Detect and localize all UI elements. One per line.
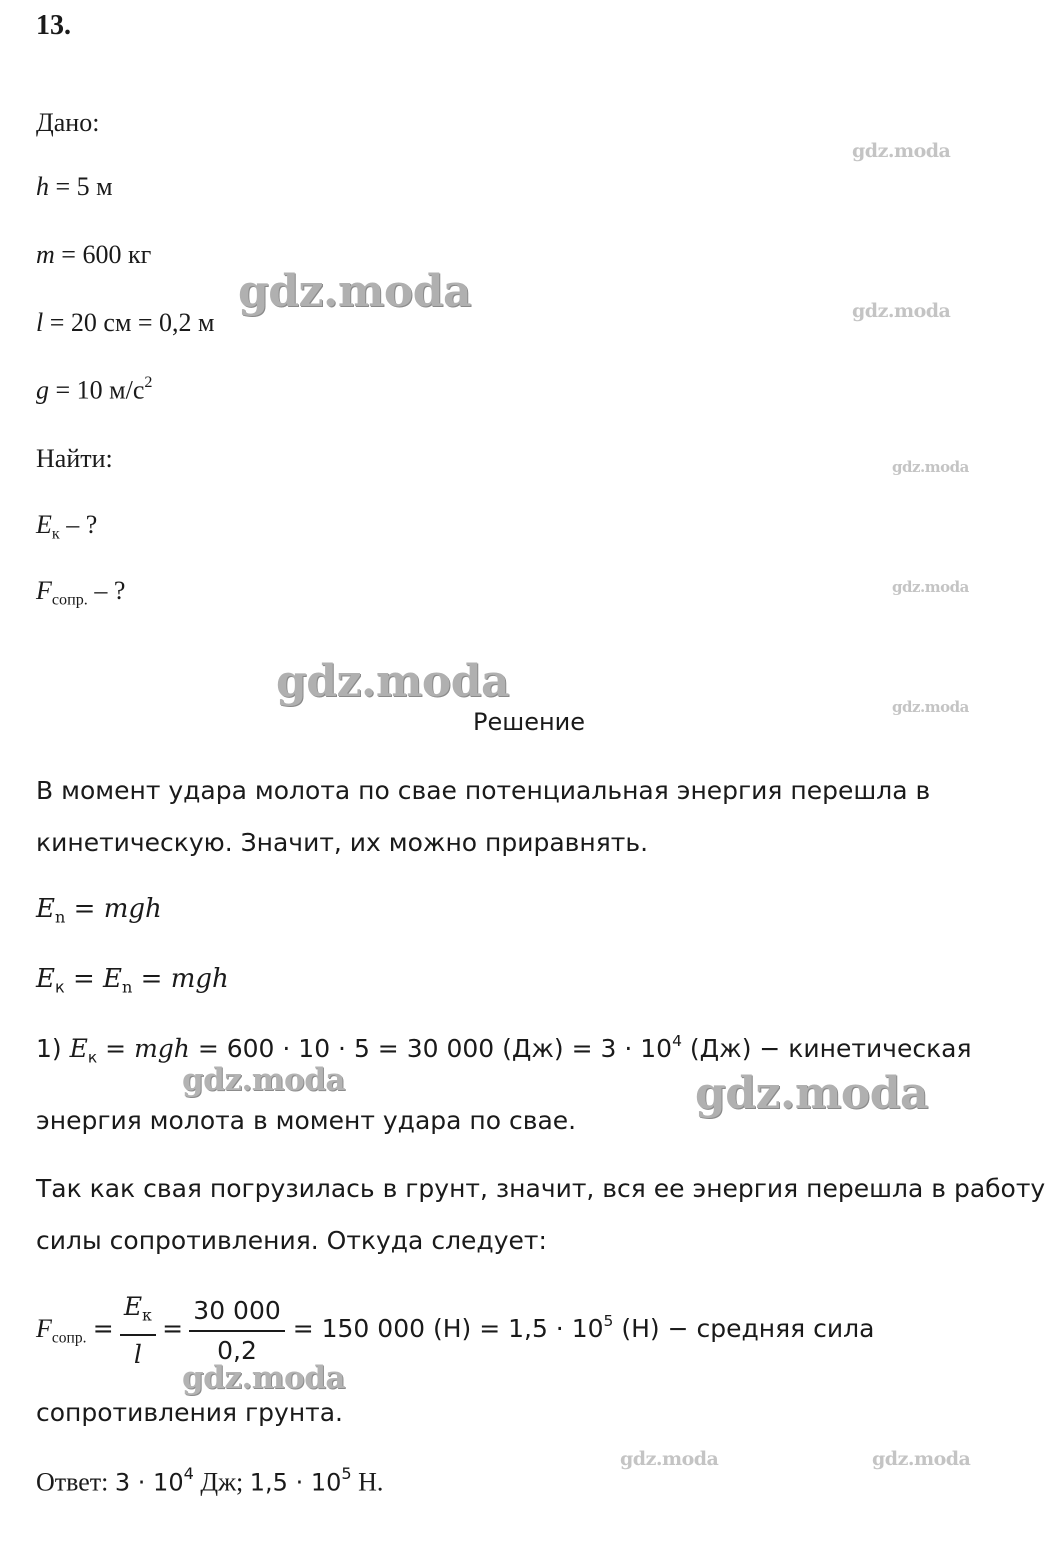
step1-e: E xyxy=(69,1033,88,1063)
find-ek xyxy=(36,510,97,544)
given-g-exp: 2 xyxy=(144,374,153,391)
step1-exp: 4 xyxy=(672,1032,682,1050)
eq1-e: E xyxy=(36,894,55,924)
given-l-value: = 20 см = 0,2 м xyxy=(43,308,215,337)
watermark: gdz.moda xyxy=(620,1448,719,1470)
eq2-subn: n xyxy=(122,977,133,997)
solution-heading: Решение xyxy=(473,708,586,736)
find-label: Найти: xyxy=(36,444,113,473)
var-h: h xyxy=(36,172,49,201)
given-m xyxy=(36,240,151,270)
var-f: F xyxy=(36,576,52,605)
para2-line2: силы сопротивления. Откуда следует: xyxy=(36,1226,547,1255)
watermark: gdz.moda xyxy=(892,698,969,716)
eq2-subk: к xyxy=(54,977,65,997)
answer-label: Ответ: xyxy=(36,1467,115,1497)
step1-line2: энергия молота в момент удара по свае. xyxy=(36,1106,577,1135)
answer-unit1: Дж; xyxy=(193,1467,250,1497)
watermark: gdz.moda xyxy=(892,578,969,596)
step1-line1 xyxy=(36,1032,972,1066)
step1-sub: к xyxy=(87,1048,98,1067)
para1-line1: В момент удара молота по свае потенциальная энергия перешла в xyxy=(36,776,931,805)
find-ek-rest: – ? xyxy=(59,510,98,539)
var-g: g xyxy=(36,375,49,405)
force-f: F xyxy=(36,1313,52,1343)
force-result: = 150 000 (Н) = 1,5 · 10 xyxy=(284,1313,604,1343)
watermark: gdz.moda xyxy=(276,656,510,707)
answer-exp1: 4 xyxy=(183,1464,194,1483)
answer-unit2: Н. xyxy=(351,1467,384,1497)
find-ek-sub: к xyxy=(51,525,60,543)
equation-kinetic xyxy=(36,964,229,997)
step1-prefix: 1) xyxy=(36,1033,70,1063)
force-equation xyxy=(36,1288,874,1374)
frac1-e: E xyxy=(123,1292,143,1321)
step1-mgh: = mgh = xyxy=(97,1033,227,1063)
given-g xyxy=(36,374,152,405)
frac1-num xyxy=(120,1288,156,1336)
find-f-rest: – ? xyxy=(87,576,126,605)
force-sub: сопр. xyxy=(51,1329,87,1347)
eq2-rhs: = mgh xyxy=(132,964,229,994)
watermark: gdz.moda xyxy=(852,140,951,162)
watermark: gdz.moda xyxy=(238,266,472,317)
find-fsopr xyxy=(36,576,125,610)
given-h xyxy=(36,172,113,202)
force-line2: сопротивления грунта. xyxy=(36,1398,344,1427)
fraction-ek-over-l xyxy=(120,1288,156,1374)
watermark: gdz.moda xyxy=(872,1448,971,1470)
var-l: l xyxy=(36,308,44,337)
frac1-den: l xyxy=(133,1340,142,1370)
watermark: gdz.moda xyxy=(852,300,951,322)
watermark: gdz.moda xyxy=(892,458,969,476)
find-f-sub: сопр. xyxy=(51,591,88,609)
eq1-sub: n xyxy=(54,907,66,927)
given-l xyxy=(36,308,215,338)
given-g-value: = 10 м/с xyxy=(49,375,145,405)
given-m-value: = 600 кг xyxy=(54,240,152,269)
var-e: E xyxy=(36,510,52,539)
answer xyxy=(36,1464,383,1497)
var-m: m xyxy=(36,240,55,269)
fraction-numeric xyxy=(189,1292,284,1370)
given-h-value: = 5 м xyxy=(49,172,113,201)
watermark: gdz.moda xyxy=(695,1068,929,1119)
given-label: Дано: xyxy=(36,108,100,137)
watermark: gdz.moda xyxy=(182,1360,345,1396)
watermark: gdz.moda xyxy=(182,1062,345,1098)
para1-line2: кинетическую. Значит, их можно приравнять. xyxy=(36,828,649,857)
frac2-den: 0,2 xyxy=(217,1336,257,1366)
force-exp: 5 xyxy=(603,1312,614,1331)
step1-tail: (Дж) − кинетическая xyxy=(681,1033,972,1063)
eq-sign-2: = xyxy=(162,1313,184,1343)
problem-number: 13. xyxy=(36,10,71,41)
step1-calc: 600 · 10 · 5 = 30 000 (Дж) = 3 · 10 xyxy=(226,1033,673,1063)
answer-exp2: 5 xyxy=(341,1464,352,1483)
force-tail: (Н) − средняя сила xyxy=(613,1313,875,1343)
equation-potential xyxy=(36,894,162,927)
frac1-sub: к xyxy=(142,1306,152,1325)
answer-part2: 1,5 · 10 xyxy=(249,1468,342,1497)
eq-sign-1: = xyxy=(92,1313,114,1343)
eq1-rhs: = mgh xyxy=(65,894,162,924)
eq2-mid: = E xyxy=(64,964,123,994)
para2-line1: Так как свая погрузилась в грунт, значит, вся ее энергия перешла в работу xyxy=(36,1174,1045,1203)
answer-part1: 3 · 10 xyxy=(114,1468,184,1497)
frac2-num: 30 000 xyxy=(189,1292,284,1332)
eq2-e: E xyxy=(36,964,55,994)
